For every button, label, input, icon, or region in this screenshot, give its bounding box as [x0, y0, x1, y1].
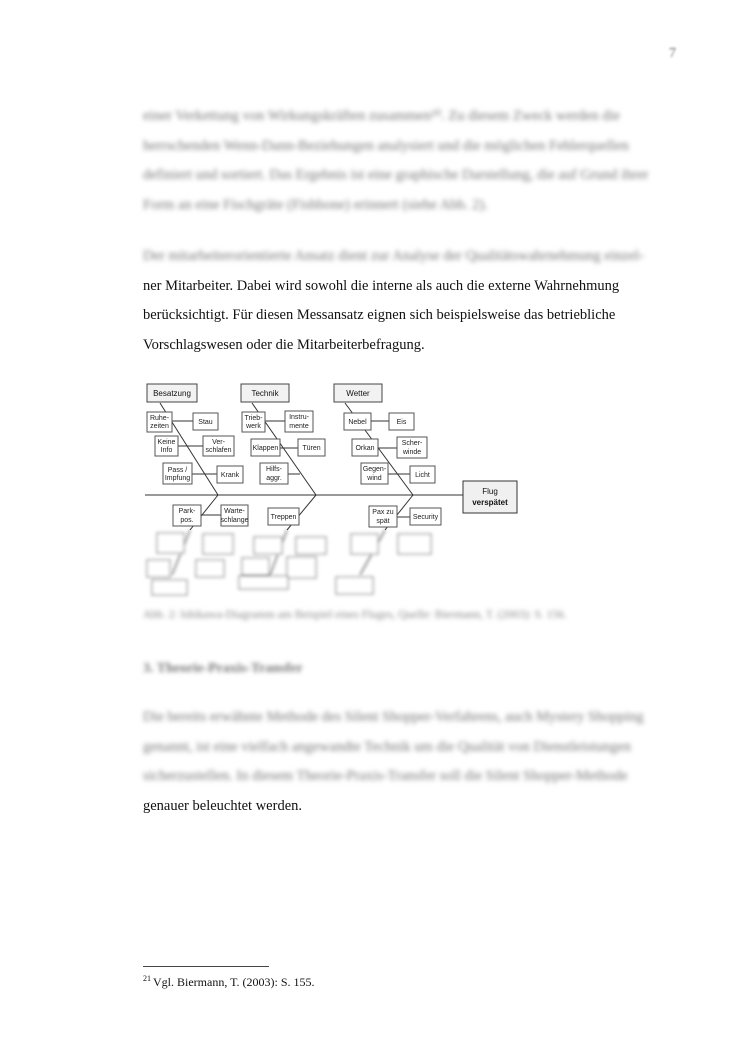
svg-text:zeiten: zeiten	[150, 423, 169, 430]
paragraph-line: Form an eine Fischgräte (Fishbone) erinnert (siehe Abb. 2).	[143, 196, 488, 213]
cause-security	[410, 508, 441, 525]
paragraph-line: Die bereits erwähnte Methode des Silent Shopper-Verfahrens, auch Mystery Shopping	[143, 709, 644, 725]
svg-text:Hilfs-: Hilfs-	[266, 466, 282, 473]
svg-text:Ruhe-: Ruhe-	[149, 415, 170, 422]
svg-text:winde: winde	[402, 449, 422, 456]
paragraph-line: genannt, ist eine vielfach angewandte Technik um die Qualität von Dienstleistungen	[143, 738, 631, 755]
svg-text:Warte-: Warte-	[224, 508, 245, 515]
cause-stau	[193, 413, 218, 430]
svg-text:Nebel: Nebel	[348, 419, 367, 426]
cause-pax-zu-spaet	[369, 506, 397, 527]
paragraph-silent-shopper	[143, 703, 673, 821]
svg-text:spät: spät	[376, 518, 390, 525]
svg-text:Ver-: Ver-	[212, 439, 225, 446]
svg-text:Keine: Keine	[157, 439, 176, 446]
svg-text:Trieb-: Trieb-	[244, 415, 263, 422]
svg-text:Stau: Stau	[198, 419, 213, 426]
cause-parkposition	[173, 505, 201, 526]
svg-text:Impfung: Impfung	[164, 475, 191, 482]
paragraph-line: sicherzustellen. In diesem Theorie-Praxis-Transfer soll die Silent Shopper-Methode	[143, 768, 628, 784]
svg-text:mente: mente	[289, 423, 309, 430]
page-number: 7	[669, 46, 676, 61]
diagram-blurred-lower	[147, 530, 431, 595]
svg-text:Gegen-: Gegen-	[362, 466, 387, 473]
footnote	[143, 974, 315, 990]
svg-text:Orkan: Orkan	[355, 445, 375, 452]
cause-instrumente	[285, 411, 313, 432]
paragraph-line: Vorschlagswesen oder die Mitarbeiterbefragung.	[143, 336, 425, 353]
cause-klappen	[251, 439, 280, 456]
cause-eis	[389, 413, 414, 430]
cause-verschlafen	[203, 436, 234, 456]
svg-text:werk: werk	[246, 423, 261, 430]
svg-text:Scher-: Scher-	[401, 440, 423, 447]
svg-text:Security: Security	[412, 514, 439, 521]
svg-text:wind: wind	[367, 475, 382, 482]
svg-text:Pass /: Pass /	[167, 467, 188, 474]
section-heading: 3. Theorie-Praxis-Transfer	[143, 661, 303, 676]
svg-text:pos.: pos.	[180, 517, 194, 524]
cause-nebel	[344, 413, 371, 430]
cause-pass-impfung	[163, 463, 192, 484]
svg-text:schlange: schlange	[220, 517, 249, 524]
cause-krank	[217, 466, 243, 483]
paragraph-line: herrschenden Wenn-Dann-Beziehungen analysiert und die möglichen Fehlerquellen	[143, 137, 629, 154]
svg-text:verspätet: verspätet	[472, 498, 508, 507]
paragraph-line: Der mitarbeiterorientierte Ansatz dient zur Analyse der Qualitätswahrnehmung einzel-	[143, 248, 644, 264]
svg-text:Technik: Technik	[251, 389, 279, 398]
cause-tueren	[298, 439, 325, 456]
effect-box	[463, 481, 517, 513]
cause-ruhezeiten	[147, 412, 172, 432]
footnote-number: 21	[143, 974, 151, 983]
footnote-divider	[143, 966, 269, 967]
svg-text:aggr.: aggr.	[266, 475, 282, 482]
cause-treppen	[268, 508, 299, 525]
svg-text:Klappen: Klappen	[252, 445, 279, 452]
cause-triebwerk	[242, 412, 265, 432]
cause-gegenwind	[361, 463, 388, 484]
svg-text:Besatzung: Besatzung	[153, 389, 191, 398]
svg-text:Park-: Park-	[178, 508, 196, 515]
cause-scherwinde	[397, 437, 427, 458]
svg-text:schlafen: schlafen	[205, 447, 232, 454]
footnote-text: Vgl. Biermann, T. (2003): S. 155.	[153, 975, 315, 989]
category-wetter	[334, 384, 382, 402]
cause-hilfsaggregat	[260, 463, 288, 484]
svg-text:Flug: Flug	[482, 487, 498, 496]
category-technik	[241, 384, 289, 402]
svg-text:Eis: Eis	[396, 419, 407, 426]
paragraph-line: ner Mitarbeiter. Dabei wird sowohl die interne als auch die externe Wahrnehmung	[143, 277, 620, 294]
paragraph-line: berücksichtigt. Für diesen Messansatz eignen sich beispielsweise das betriebliche	[143, 307, 616, 323]
svg-text:Instru-: Instru-	[289, 414, 309, 421]
cause-licht	[410, 466, 435, 483]
paragraph-line: definiert und sortiert. Das Ergebnis ist eine graphische Darstellung, die auf Grund ihrer	[143, 167, 649, 183]
paragraph-line: einer Verkettung von Wirkungskräften zusammen²⁰. Zu diesem Zweck werden die	[143, 108, 620, 124]
svg-text:Info: Info	[160, 447, 173, 454]
svg-text:Pax zu: Pax zu	[372, 509, 394, 516]
svg-text:Treppen: Treppen	[270, 514, 297, 521]
cause-warteschlange	[220, 505, 248, 526]
cause-orkan	[352, 439, 378, 456]
category-besatzung	[147, 384, 197, 402]
svg-text:Krank: Krank	[220, 472, 240, 479]
cause-keine-info	[155, 436, 178, 456]
paragraph-line: genauer beleuchtet werden.	[143, 797, 303, 814]
svg-text:Licht: Licht	[415, 472, 430, 479]
svg-text:Wetter: Wetter	[346, 389, 370, 398]
svg-text:Türen: Türen	[302, 445, 321, 452]
figure-caption: Abb. 2: Ishikawa-Diagramm am Beispiel eines Fluges, Quelle: Biermann, T. (2003): S. 156.	[143, 609, 567, 621]
